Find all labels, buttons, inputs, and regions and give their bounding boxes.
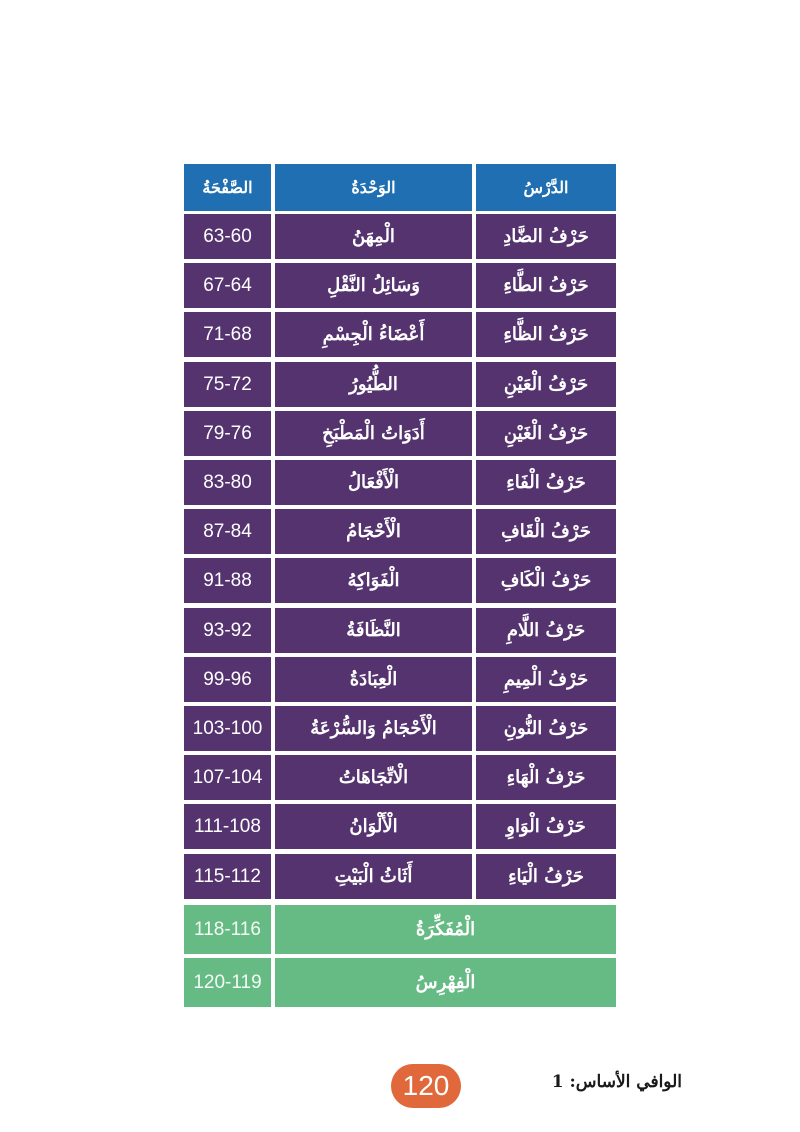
appendix-label-cell: الْمُفَكِّرَةُ [275, 905, 616, 954]
lesson-cell: حَرْفُ اللَّامِ [476, 608, 616, 653]
unit-cell: الْأَلْوَانُ [275, 804, 472, 849]
lesson-cell: حَرْفُ الضَّادِ [476, 214, 616, 259]
lesson-cell: حَرْفُ الْعَيْنِ [476, 362, 616, 407]
unit-cell: الْمِهَنُ [275, 214, 472, 259]
appendix-page-range-cell: 120-119 [184, 958, 271, 1007]
page-range-cell: 107-104 [184, 755, 271, 800]
page-number-badge: 120 [391, 1064, 461, 1108]
page-range-cell: 67-64 [184, 263, 271, 308]
unit-cell: أَثَاثُ الْبَيْتِ [275, 854, 472, 899]
lesson-cell: حَرْفُ الْمِيمِ [476, 657, 616, 702]
page-range-cell: 115-112 [184, 854, 271, 899]
page-range-cell: 99-96 [184, 657, 271, 702]
unit-cell: الْعِبَادَةُ [275, 657, 472, 702]
page-range-cell: 79-76 [184, 411, 271, 456]
unit-cell: النَّظَافَةُ [275, 608, 472, 653]
page-range-cell: 111-108 [184, 804, 271, 849]
unit-cell: الْأَفْعَالُ [275, 460, 472, 505]
unit-cell: أَدَوَاتُ الْمَطْبَخِ [275, 411, 472, 456]
page-range-cell: 71-68 [184, 312, 271, 357]
lesson-cell: حَرْفُ الْقَافِ [476, 509, 616, 554]
unit-cell: الْأَحْجَامُ وَالسُّرْعَةُ [275, 706, 472, 751]
lesson-cell: حَرْفُ الْفَاءِ [476, 460, 616, 505]
lesson-cell: حَرْفُ الْوَاوِ [476, 804, 616, 849]
lesson-cell: حَرْفُ الْيَاءِ [476, 854, 616, 899]
unit-cell: الْفَوَاكِهُ [275, 558, 472, 603]
lesson-cell: حَرْفُ الظَّاءِ [476, 312, 616, 357]
page-range-cell: 63-60 [184, 214, 271, 259]
page-range-cell: 91-88 [184, 558, 271, 603]
unit-cell: وَسَائِلُ النَّقْلِ [275, 263, 472, 308]
appendix-label-cell: الْفِهْرِسُ [275, 958, 616, 1007]
lesson-cell: حَرْفُ الطَّاءِ [476, 263, 616, 308]
page-range-cell: 75-72 [184, 362, 271, 407]
page-range-cell: 103-100 [184, 706, 271, 751]
lesson-cell: حَرْفُ الْكَافِ [476, 558, 616, 603]
header-page: الصَّفْحَةُ [184, 164, 271, 211]
page-range-cell: 93-92 [184, 608, 271, 653]
header-unit: الوَحْدَةُ [275, 164, 472, 211]
unit-cell: الطُّيُورُ [275, 362, 472, 407]
lesson-cell: حَرْفُ الْغَيْنِ [476, 411, 616, 456]
book-title: الوافي الأساس: 1 [551, 1072, 682, 1092]
appendix-page-range-cell: 118-116 [184, 905, 271, 954]
page-range-cell: 87-84 [184, 509, 271, 554]
header-lesson: الدَّرْسُ [476, 164, 616, 211]
unit-cell: الْأَحْجَامُ [275, 509, 472, 554]
lesson-cell: حَرْفُ الْهَاءِ [476, 755, 616, 800]
unit-cell: الْاتِّجَاهَاتُ [275, 755, 472, 800]
unit-cell: أَعْضَاءُ الْجِسْمِ [275, 312, 472, 357]
lesson-cell: حَرْفُ النُّونِ [476, 706, 616, 751]
page-range-cell: 83-80 [184, 460, 271, 505]
